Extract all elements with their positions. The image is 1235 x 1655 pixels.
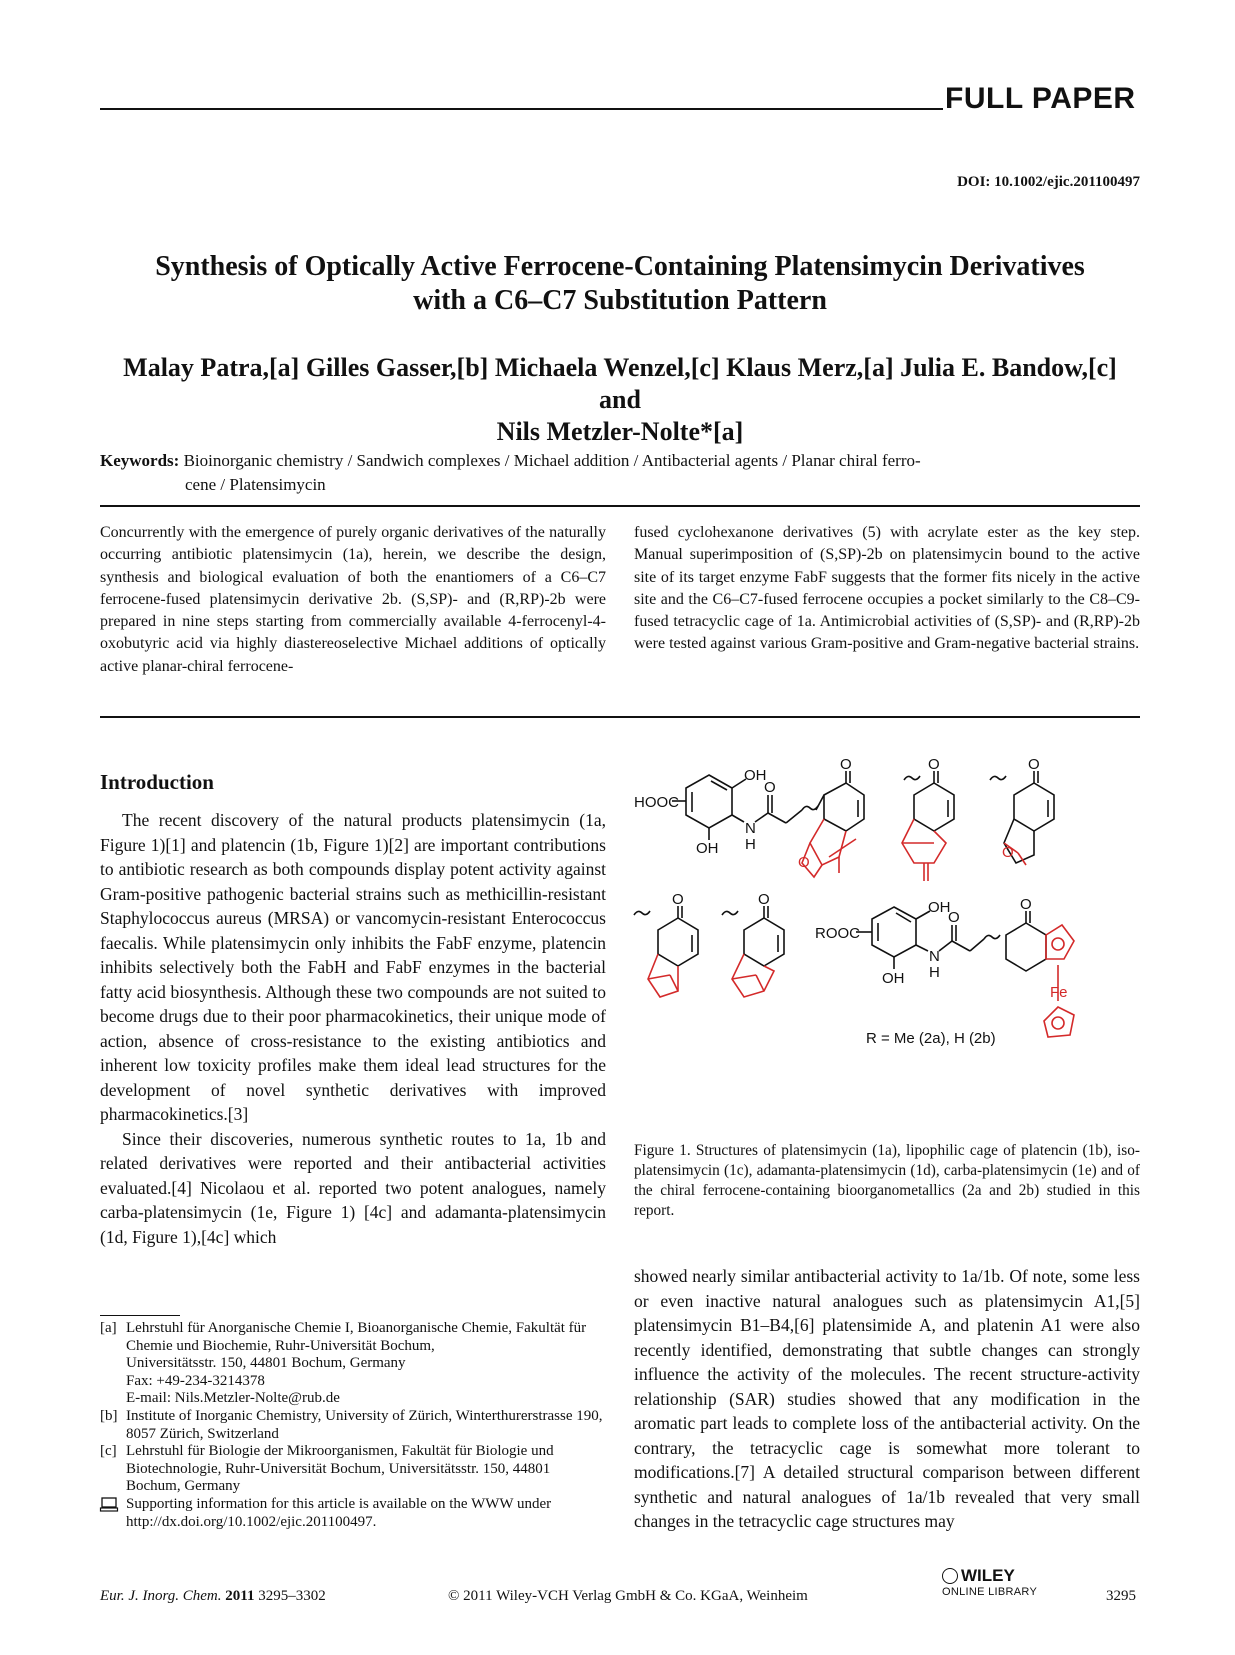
intro-paragraph-1: The recent discovery of the natural products platensimycin (1a, Figure 1)[1] and platencin (1b, Figure 1)[2] are important contributions to antibiotic research as both compounds display potent activity against Gram-positive pathogenic bacterial strains such as methicillin-resistant Staphylococcus aureus (MRSA) or vancomycin-resistant Enterococcus faecalis. While platensimycin only inhibits the FabF enzyme, platencin inhibits selectively both the FabH and FabF enzymes in the bacterial fatty acid biosynthesis. Although these two compounds are not suited to become drugs due to their poor pharmacokinetics, their unique mode of action, absence of cross-resistance to the existing antibiotics and inherent low toxicity profiles make them ideal lead structures for the development of novel synthetic derivatives with improved pharmacokinetics.[3] <box>100 810 606 1124</box>
supporting-info-note[interactable]: Supporting information for this article is available on the WWW under http://dx.doi.org/10.1002/ejic.201100497. <box>100 1496 606 1531</box>
online-library-label: ONLINE LIBRARY <box>942 1586 1038 1598</box>
copyright: © 2011 Wiley-VCH Verlag GmbH & Co. KGaA, Weinheim <box>448 1588 808 1604</box>
molecule-1b <box>902 756 954 881</box>
atom-oh: OH <box>928 899 951 916</box>
molecule-2a-2b <box>815 896 1074 1037</box>
intro-left-column <box>100 808 606 1249</box>
wiley-wordmark: WILEY <box>961 1566 1015 1585</box>
affiliation-footnotes <box>100 1320 606 1531</box>
author-list <box>100 352 1140 448</box>
atom-n: N <box>929 948 940 965</box>
molecule-1a <box>634 756 864 877</box>
keywords-line-2: cene / Platensimycin <box>185 475 326 494</box>
computer-icon <box>100 1496 126 1531</box>
figure-1-structures <box>634 756 1140 1125</box>
atom-hooc: HOOC <box>634 794 679 811</box>
molecule-1c <box>990 756 1054 865</box>
footnote-item: Fax: +49-234-3214378 <box>126 1372 265 1389</box>
atom-o: O <box>672 891 684 908</box>
keywords-label: Keywords: <box>100 451 180 470</box>
atom-n: N <box>745 820 756 837</box>
atom-h: H <box>929 964 940 981</box>
section-label: FULL PAPER <box>945 82 1136 115</box>
authors-line-1: Malay Patra,[a] Gilles Gasser,[b] Michaela Wenzel,[c] Klaus Merz,[a] Julia E. Bandow,[c] and <box>123 353 1117 414</box>
intro-paragraph-2: Since their discoveries, numerous synthetic routes to 1a, 1b and related derivatives were reported and their antibacterial activities evaluated.[4] Nicolaou et al. reported two potent analogues, namely carba-platensimycin (1e, Figure 1) [4c] and adamanta-platensimycin (1d, Figure 1),[4c] which <box>100 1128 606 1247</box>
atom-o: O <box>758 891 770 908</box>
cyclopentadienyl-ring <box>1046 925 1074 959</box>
keywords <box>100 449 1140 497</box>
label-1e: 1e <box>730 1030 747 1047</box>
title-line-1: Synthesis of Optically Active Ferrocene-Containing Platensimycin Derivatives <box>155 251 1085 282</box>
abstract-col-2: fused cyclohexanone derivatives (5) with acrylate ester as the key step. Manual superimposition of (S,SP)-2b on platensimycin bound to the active site of its target enzyme FabF suggests that the former fits nicely in the active site and the C6–C7-fused ferrocene occupies a pocket similarly to the C8–C9-fused tetracyclic cage of 1a. Antimicrobial activities of (S,SP)- and (R,RP)-2b were tested against various Gram-positive and Gram-negative bacterial strains. <box>634 524 1140 653</box>
label-1b: 1b <box>906 870 924 887</box>
atom-oh: OH <box>696 840 719 857</box>
intro-paragraph-3: showed nearly similar antibacterial activity to 1a/1b. Of note, some less or even inactive natural analogues such as platensimycin A1,[5] platensimycin B1–B4,[6] platensimide A, and platenin A1 were also recently identified, demonstrating that subtle changes can strongly influence the activity of the molecules. The recent structure-activity relationship (SAR) studies showed that any modification in the aromatic part leads to complete loss of the antibacterial activity. On the contrary, the tetracyclic cage is somewhat more tolerant to modifications.[7] A detailed structural comparison between different synthetic and natural analogues of 1a/1b revealed that very small changes in the tetracyclic cage structures may <box>634 1266 1140 1531</box>
atom-o: O <box>840 756 852 773</box>
journal-name: Eur. J. Inorg. Chem. <box>100 1588 222 1604</box>
authors-line-2: Nils Metzler-Nolte*[a] <box>496 417 744 446</box>
abstract-col-1: Concurrently with the emergence of purely organic derivatives of the naturally occurring antibiotic platensimycin (1a), herein, we describe the design, synthesis and biological evaluation of both the enantiomers of a C6–C7 ferrocene-fused platensimycin derivative 2b. (S,SP)- and (R,RP)-2b were prepared in nine steps starting from commercially available 4-ferrocenyl-4-oxobutyric acid via highly diastereoselective Michael additions of optically active planar-chiral ferrocene- <box>100 524 606 675</box>
keywords-line-1: Bioinorganic chemistry / Sandwich complexes / Michael addition / Antibacterial agents / Planar chiral ferro- <box>183 451 921 470</box>
footnote-item: [c] Lehrstuhl für Biologie der Mikroorganismen, Fakultät für Biologie und Biotechnologie, Ruhr-Universität Bochum, Universitätsstr. 150, 44801 Bochum, Germany <box>100 1443 554 1495</box>
keywords-rule <box>100 505 1140 507</box>
page-number: 3295 <box>1106 1588 1136 1604</box>
atom-h: H <box>745 836 756 853</box>
footnote-item: [b] Institute of Inorganic Chemistry, University of Zürich, Winterthurerstrasse 190, 8057 Zürich, Switzerland <box>100 1407 603 1442</box>
label-r-definition: R = Me (2a), H (2b) <box>866 1030 996 1047</box>
atom-oh: OH <box>744 767 767 784</box>
molecule-1d <box>634 891 698 997</box>
atom-o: O <box>1020 896 1032 913</box>
article-title <box>100 250 1140 318</box>
wiley-logo[interactable] <box>942 1566 1052 1598</box>
atom-o: O <box>928 756 940 773</box>
molecule-1e <box>722 891 784 997</box>
atom-o: O <box>948 909 960 926</box>
atom-o: O <box>1002 844 1014 861</box>
doi[interactable]: DOI: 10.1002/ejic.201100497 <box>957 174 1140 190</box>
header-rule <box>100 108 943 110</box>
label-1c: 1c <box>1022 870 1039 887</box>
title-line-2: with a C6–C7 Substitution Pattern <box>413 285 827 316</box>
atom-oh: OH <box>882 970 905 987</box>
footnote-rule <box>100 1315 180 1316</box>
atom-o: O <box>1028 756 1040 773</box>
footnote-email[interactable]: E-mail: Nils.Metzler-Nolte@rub.de <box>126 1390 340 1407</box>
wiley-seal-icon <box>942 1568 958 1584</box>
intro-heading: Introduction <box>100 770 214 794</box>
abstract-rule <box>100 716 1140 718</box>
label-1a: 1a <box>730 870 747 887</box>
footnote-item: [a] Lehrstuhl für Anorganische Chemie I, Bioanorganische Chemie, Fakultät für Chemie und Biochemie, Ruhr-Universität Bochum, <box>100 1320 587 1354</box>
atom-o: O <box>798 854 810 871</box>
journal-pages: 3295–3302 <box>258 1588 326 1604</box>
citation-line <box>100 1588 326 1605</box>
footnote-item: Universitätsstr. 150, 44801 Bochum, Germany <box>126 1355 406 1372</box>
aromatic-ring <box>686 775 732 828</box>
figure-1-caption: Figure 1. Structures of platensimycin (1a), lipophilic cage of platencin (1b), iso-platensimycin (1c), adamanta-platensimycin (1d), carba-platensimycin (1e) and of the chiral ferrocene-containing bioorganometallics (2a and 2b) studied in this report. <box>634 1142 1140 1219</box>
journal-year: 2011 <box>225 1588 255 1604</box>
label-1d: 1d <box>638 1030 656 1047</box>
cyclopentadienyl-ring <box>1044 1007 1074 1037</box>
atom-fe: Fe <box>1050 984 1068 1001</box>
atom-o: O <box>764 779 776 796</box>
atom-rooc: ROOC <box>815 925 860 942</box>
